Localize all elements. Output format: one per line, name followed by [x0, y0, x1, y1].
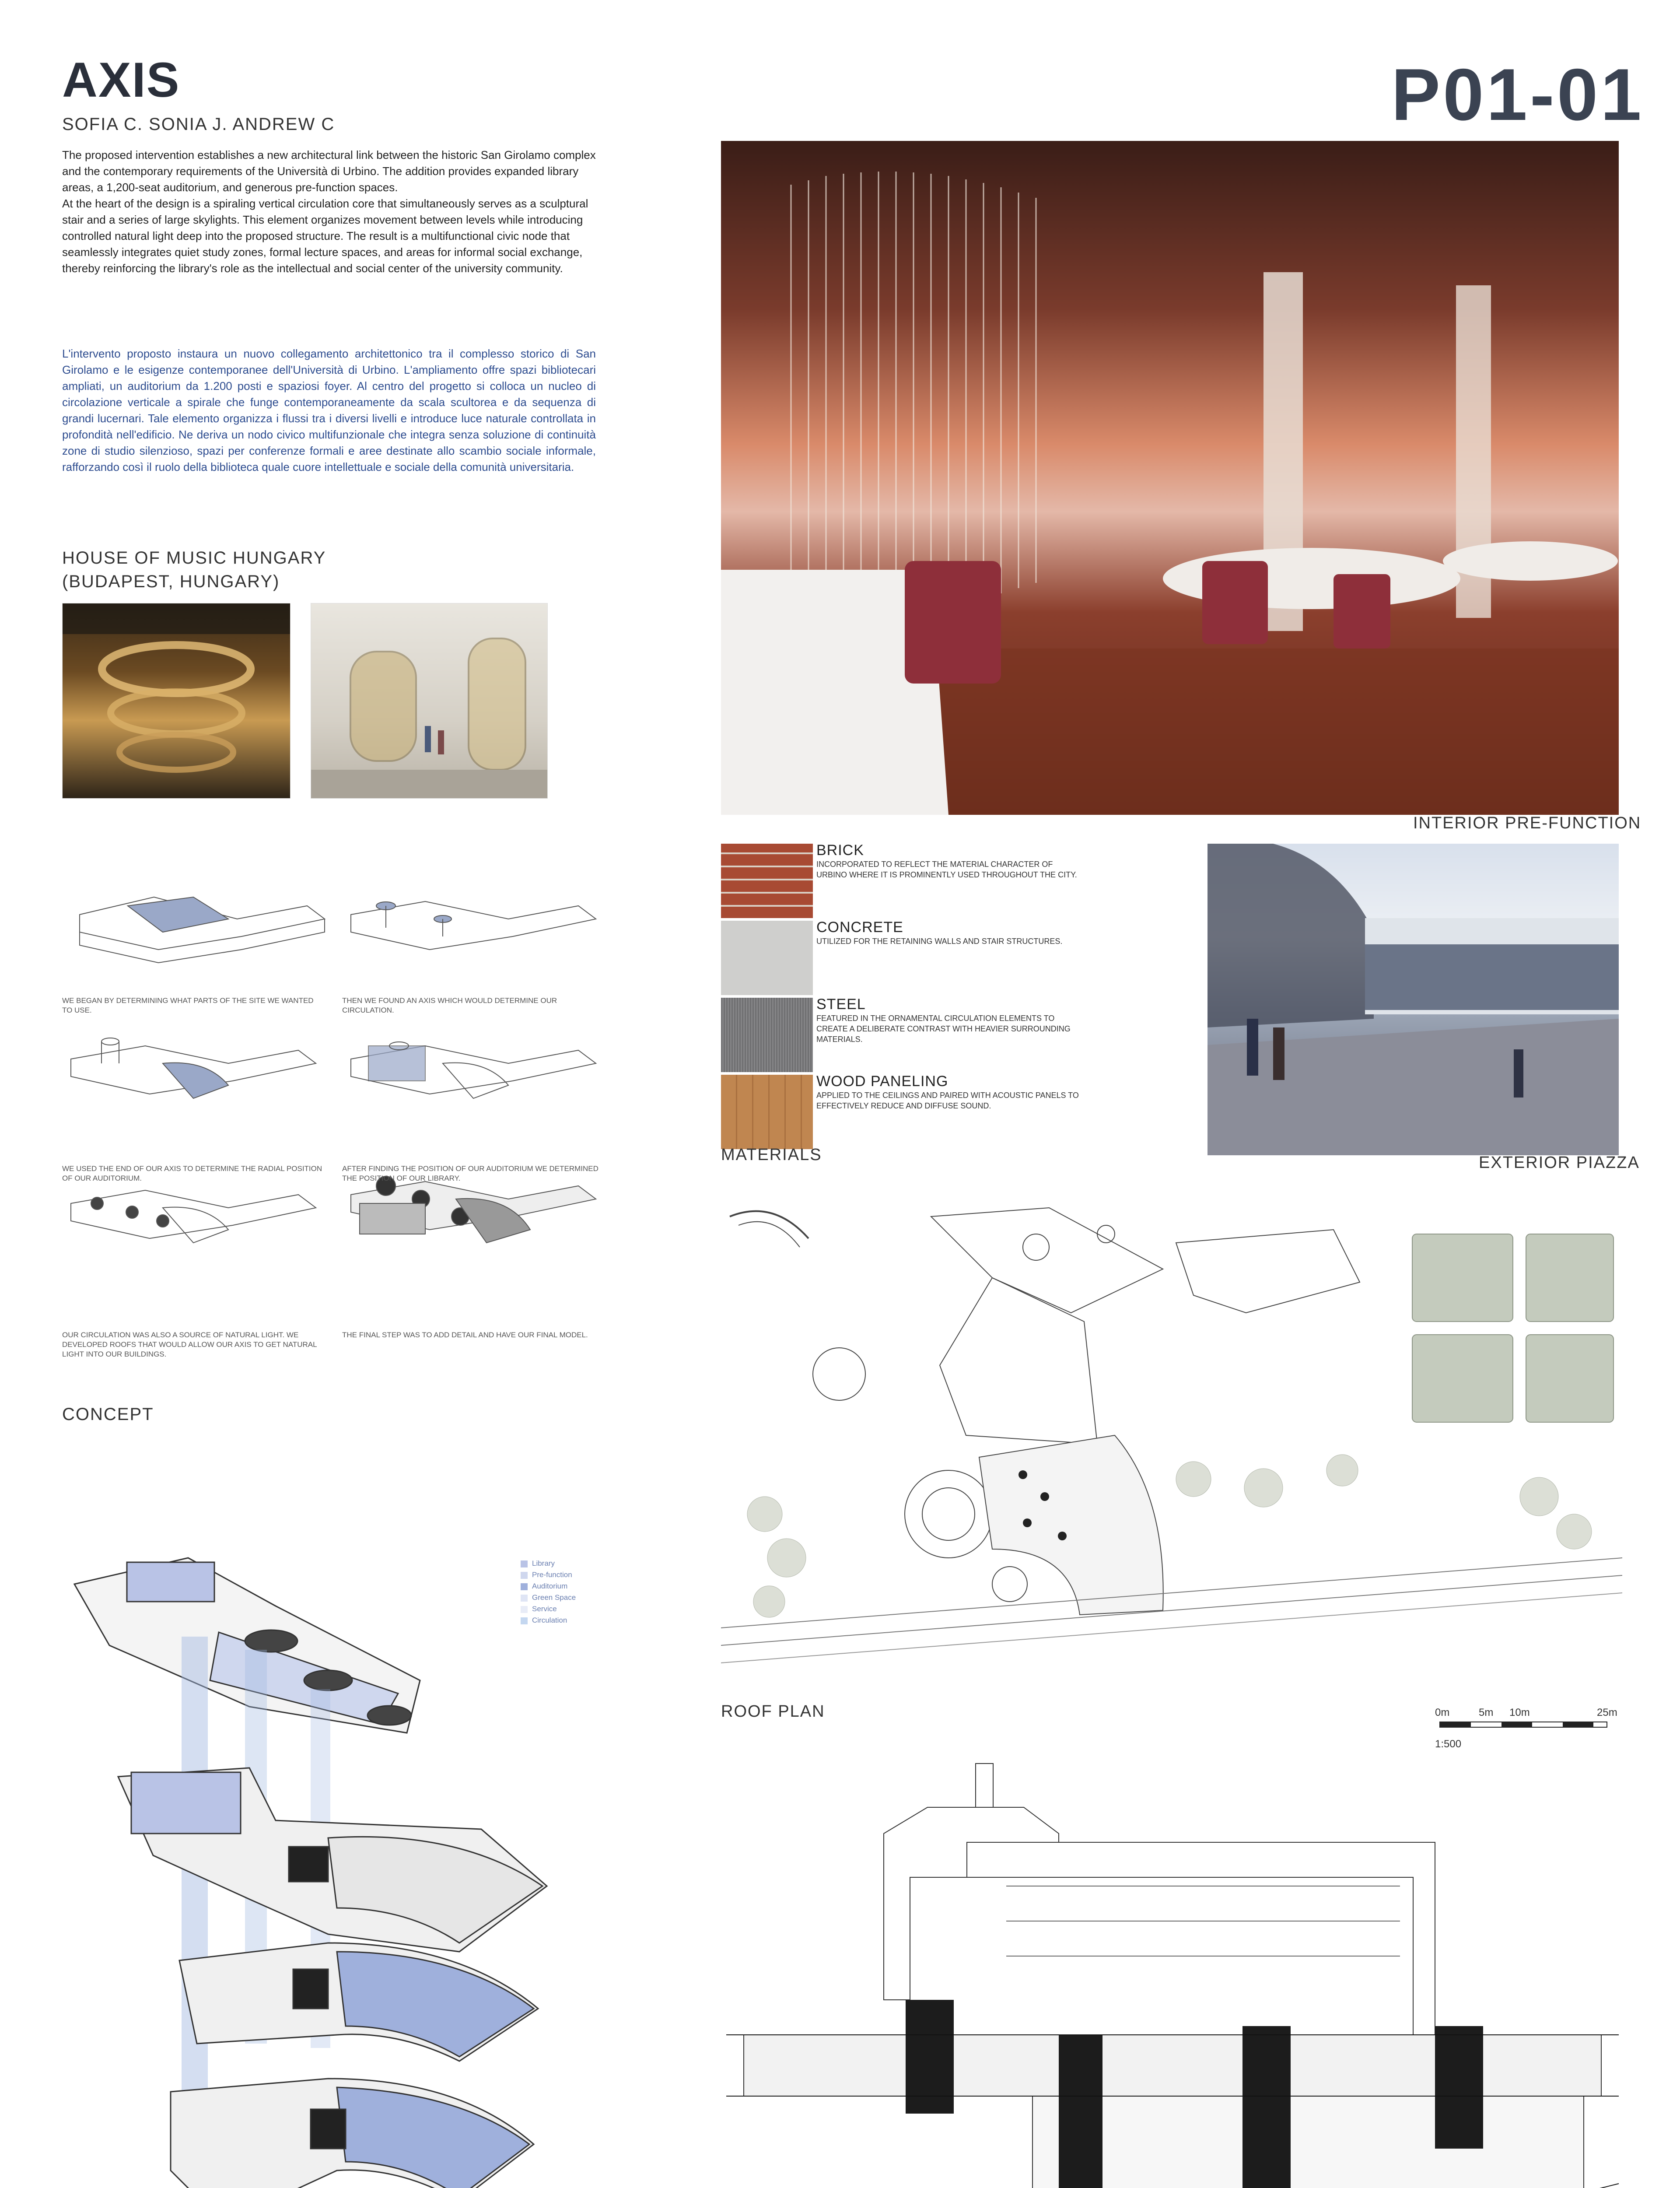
intro-italian: L'intervento proposto instaura un nuovo collegamento architettonico tra il complesso storico di San Girolamo e le esigenze contemporanee dell'Università di Urbino. L'ampliamento offre spazi bibliotecari ampliati, un auditorium da 1.200 posti e spaziosi foyer. Al centro del progetto si colloca un nucleo di circolazione verticale a spirale che funge contemporaneamente da scala scultorea e da sequenza di grandi lucernari. Tale elemento organizza i flussi tra i diversi livelli e introduce luce naturale controllata in profondità nell'edificio. Ne deriva un nodo civico multifunzionale che integra senza soluzione di continuità zone di studio silenzioso, spazi per conferenze formali e aree destinate allo scambio sociale informale, rafforzando così il ruolo della biblioteca quale cuore intellettuale e sociale della comunità universitaria.: [62, 347, 596, 473]
material-desc: APPLIED TO THE CEILINGS AND PAIRED WITH ACOUSTIC PANELS TO EFFECTIVELY REDUCE AND DIFFUSE SOUND.: [816, 1091, 1079, 1110]
exterior-render: [1208, 844, 1619, 1155]
circulation-axo-diagram: [66, 1549, 569, 2188]
legend-label: Green Space: [532, 1593, 576, 1602]
concept-caption-3: WE USED THE END OF OUR AXIS TO DETERMINE THE RADIAL POSITION OF OUR AUDITORIUM.: [62, 1164, 322, 1182]
roof-plan-scalebar: [1435, 1707, 1619, 1755]
concept-step-1: [80, 897, 325, 963]
material-name: WOOD PANELING: [816, 1073, 948, 1090]
concept-caption-6: THE FINAL STEP WAS TO ADD DETAIL AND HAVE OUR FINAL MODEL.: [342, 1331, 588, 1339]
section-drawing: [726, 1755, 1628, 2188]
scale-label-10: 10m: [1509, 1707, 1530, 1718]
concept-step-6: [351, 1176, 596, 1243]
material-concrete: [816, 919, 1079, 947]
legend-swatch: [521, 1572, 528, 1579]
concept-step-2: [351, 901, 596, 950]
roof-plan-drawing: [721, 1190, 1622, 1698]
concept-title: CONCEPT: [62, 1405, 154, 1424]
material-desc: INCORPORATED TO REFLECT THE MATERIAL CHARACTER OF URBINO WHERE IT IS PROMINENTLY USED THROUGHOUT THE CITY.: [816, 860, 1077, 879]
material-steel: [816, 996, 1079, 1045]
precedent-photo-stair: [62, 603, 290, 799]
program-legend: [521, 1558, 576, 1626]
legend-swatch: [521, 1583, 528, 1590]
exterior-render-label: EXTERIOR PIAZZA: [1479, 1154, 1640, 1172]
sheet-number: P01-01: [1391, 53, 1644, 136]
material-swatch-concrete: [721, 921, 813, 995]
precedent-title-line1: HOUSE OF MUSIC HUNGARY: [62, 548, 326, 568]
legend-swatch: [521, 1595, 528, 1602]
concept-caption-2: THEN WE FOUND AN AXIS WHICH WOULD DETERMINE OUR CIRCULATION.: [342, 996, 557, 1014]
glass-cylinder-image: [311, 603, 547, 798]
legend-item-service: [521, 1603, 576, 1615]
authors: SOFIA C. SONIA J. ANDREW C: [62, 115, 335, 134]
legend-swatch: [521, 1617, 528, 1624]
interior-render-graphic: [721, 141, 1619, 815]
legend-item-library: [521, 1558, 576, 1569]
interior-render: [721, 141, 1619, 815]
concept-caption-5: OUR CIRCULATION WAS ALSO A SOURCE OF NATURAL LIGHT. WE DEVELOPED ROOFS THAT WOULD ALLOW OUR AXIS TO GET NATURAL LIGHT INTO OUR BUILDINGS.: [62, 1331, 317, 1358]
legend-label: Pre-function: [532, 1571, 572, 1579]
concept-step-4: [351, 1042, 596, 1098]
legend-label: Library: [532, 1559, 555, 1567]
roof-plan-title: ROOF PLAN: [721, 1702, 825, 1721]
intro-english: [62, 147, 596, 277]
material-name: STEEL: [816, 996, 866, 1013]
material-wood-paneling: [816, 1073, 1079, 1111]
legend-item-auditorium: [521, 1581, 576, 1592]
material-swatch-wood: [721, 1075, 813, 1149]
material-desc: UTILIZED FOR THE RETAINING WALLS AND STAIR STRUCTURES.: [816, 937, 1063, 946]
interior-render-label: INTERIOR PRE-FUNCTION: [1413, 814, 1642, 832]
concept-step-5: [71, 1190, 316, 1243]
legend-swatch: [521, 1560, 528, 1567]
material-name: CONCRETE: [816, 919, 903, 936]
material-brick: [816, 842, 1079, 880]
concept-caption-1: WE BEGAN BY DETERMINING WHAT PARTS OF THE SITE WE WANTED TO USE.: [62, 996, 314, 1014]
scale-bar: [1439, 1722, 1607, 1728]
concept-caption-4: AFTER FINDING THE POSITION OF OUR AUDITORIUM WE DETERMINED THE POSITION OF OUR LIBRARY.: [342, 1164, 598, 1182]
concept-step-3: [71, 1038, 316, 1098]
intro-en-p2: At the heart of the design is a spiraling vertical circulation core that simultaneously serves as a sculptural stair and a series of large skylights. This element organizes movement between levels while introducing controlled natural light deep into the proposed structure. The result is a multifunctional civic node that seamlessly integrates quiet study zones, formal lecture spaces, and areas for informal social exchange, thereby reinforcing the library's role as the intellectual and social center of the university community.: [62, 197, 588, 275]
project-title: AXIS: [62, 53, 180, 107]
legend-item-prefunction: [521, 1569, 576, 1581]
legend-label: Circulation: [532, 1616, 567, 1624]
precedent-photo-lobby: [311, 603, 548, 799]
spiral-stair-image: [63, 603, 290, 798]
legend-item-circulation: [521, 1615, 576, 1626]
intro-en-p1: The proposed intervention establishes a new architectural link between the historic San Girolamo complex and the contemporary requirements of the Università di Urbino. The addition provides expanded library areas, a 1,200-seat auditorium, and generous pre-function spaces.: [62, 148, 596, 194]
material-swatch-steel: [721, 998, 813, 1072]
precedent-title: [62, 546, 326, 593]
scale-label-25: 25m: [1597, 1707, 1617, 1718]
legend-label: Service: [532, 1605, 557, 1613]
precedent-title-line2: (BUDAPEST, HUNGARY): [62, 572, 280, 591]
exterior-render-graphic: [1208, 844, 1619, 1155]
concept-diagrams: [62, 871, 613, 1370]
material-swatch-brick: [721, 844, 813, 918]
legend-label: Auditorium: [532, 1582, 568, 1590]
materials-title: MATERIALS: [721, 1146, 822, 1164]
legend-swatch: [521, 1606, 528, 1613]
scale-label-0: 0m: [1435, 1707, 1450, 1718]
legend-item-green-space: [521, 1592, 576, 1603]
scale-ratio: 1:500: [1435, 1738, 1462, 1750]
material-name: BRICK: [816, 842, 864, 859]
scale-label-5: 5m: [1479, 1707, 1494, 1718]
material-desc: FEATURED IN THE ORNAMENTAL CIRCULATION ELEMENTS TO CREATE A DELIBERATE CONTRAST WITH HEAVIER SURROUNDING MATERIALS.: [816, 1014, 1071, 1044]
